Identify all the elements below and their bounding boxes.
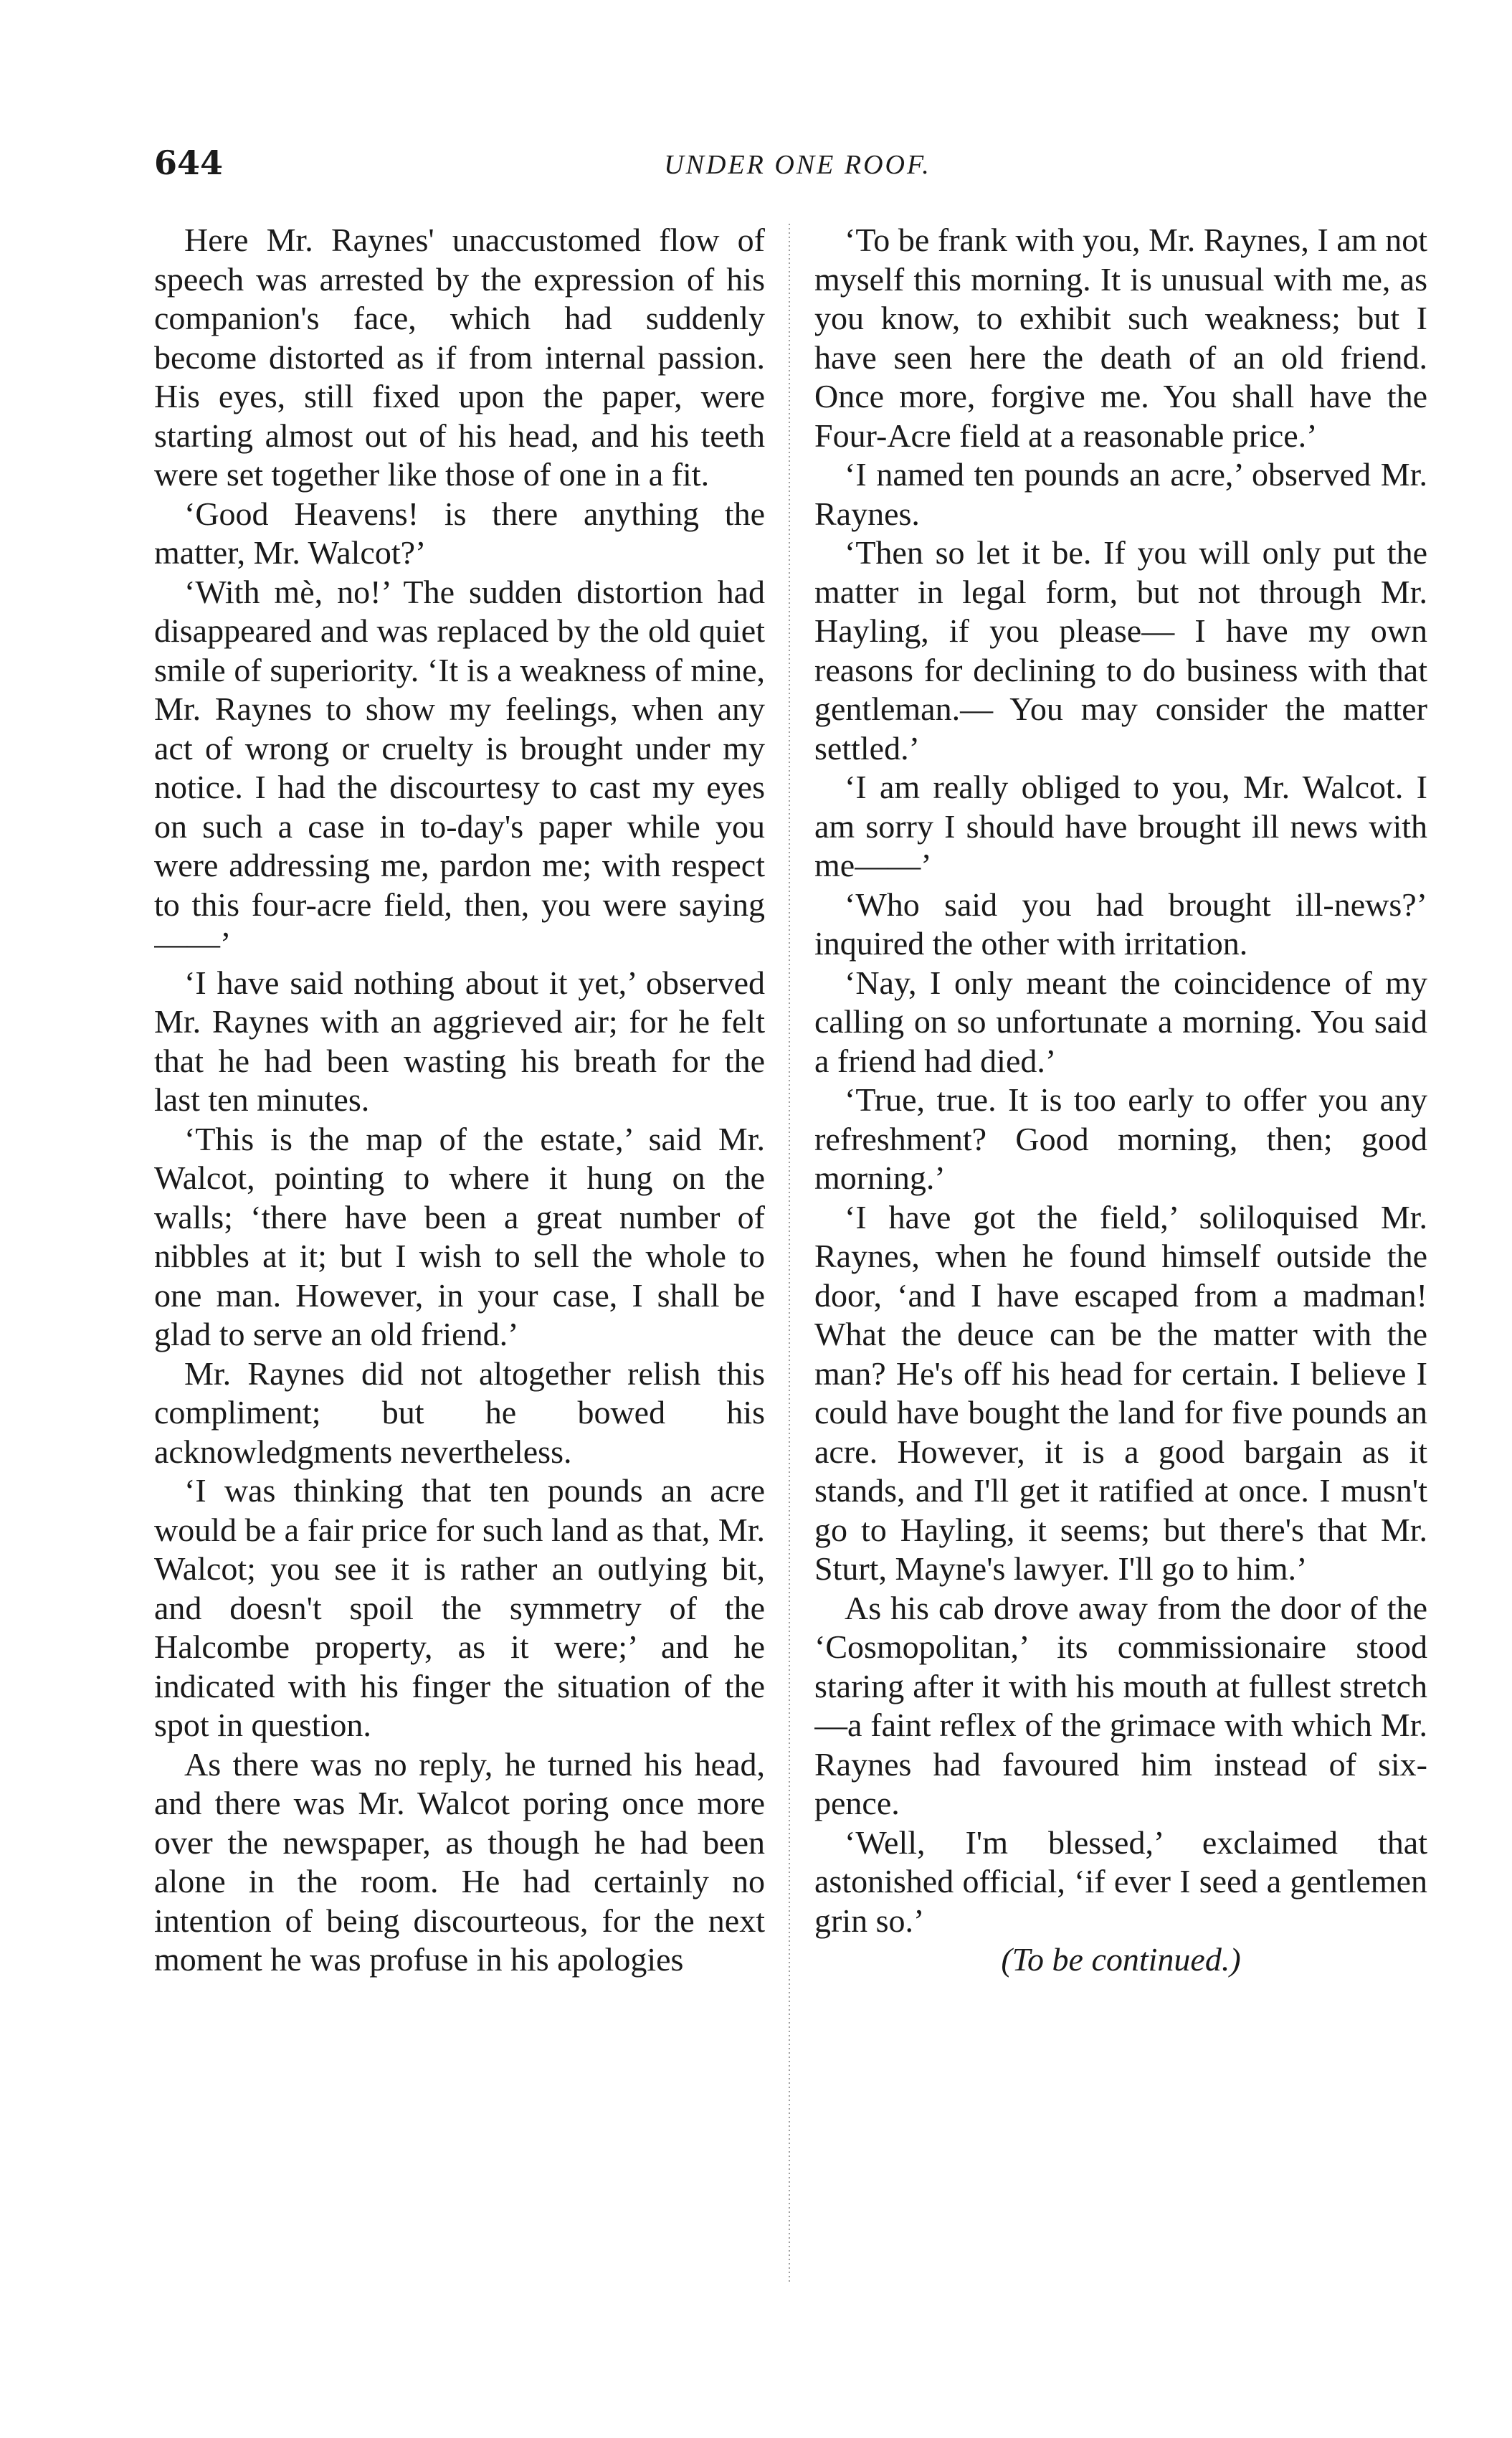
paragraph: ‘I am really obliged to you, Mr. Walcot. I am sorry I should have brought ill news with me——’ xyxy=(814,769,1427,883)
column-divider xyxy=(789,224,790,2282)
page-header xyxy=(154,143,1441,201)
to-be-continued: (To be continued.) xyxy=(1001,1941,1241,1978)
paragraph: ‘Good Heavens! is there anything the matter, Mr. Walcot?’ xyxy=(154,495,765,571)
paragraph: ‘With mè, no!’ The sudden distortion had disappeared and was replaced by the old quiet smile of superiority. ‘It is a weakness of mine, Mr. Raynes to show my feelings, when any act of wrong or cruelty is brought under my notice. I had the discourtesy to cast my eyes on such a case in to-day's paper while you were addressing me, pardon me; with respect to this four-acre field, then, you were saying——’ xyxy=(154,573,765,962)
left-column xyxy=(154,221,765,2286)
paragraph: ‘I have said nothing about it yet,’ observed Mr. Raynes with an aggrieved air; for he felt that he had been wasting his breath for the last ten minutes. xyxy=(154,964,765,1118)
paragraph: ‘To be frank with you, Mr. Raynes, I am not myself this morning. It is unusual with me, as you know, to exhibit such weakness; but I have seen here the death of an old friend. Once more, forgive me. You shall have the Four-Acre field at a reasonable price.’ xyxy=(814,222,1427,454)
paragraph: ‘Well, I'm blessed,’ exclaimed that astonished official, ‘if ever I seed a gentlemen grin so.’ xyxy=(814,1823,1427,1939)
paragraph: ‘I named ten pounds an acre,’ observed Mr. Raynes. xyxy=(814,456,1427,532)
paragraph: As his cab drove away from the door of the ‘Cosmopolitan,’ its commissionaire stood staring after it with his mouth at fullest stretch—a faint reflex of the grimace with which Mr. Raynes had favoured him instead of six-pence. xyxy=(814,1589,1427,1821)
running-title: UNDER ONE ROOF. xyxy=(664,150,931,180)
paragraph: ‘True, true. It is too early to offer you any refreshment? Good morning, then; good morning.’ xyxy=(814,1081,1427,1196)
paragraph: ‘Then so let it be. If you will only put the matter in legal form, but not through Mr. Hayling, if you please— I have my own reasons for declining to do business with that gentleman.— You may consider the matter settled.’ xyxy=(814,534,1427,767)
paragraph: ‘Who said you had brought ill-news?’ inquired the other with irritation. xyxy=(814,886,1427,962)
paragraph: ‘I have got the field,’ soliloquised Mr. Raynes, when he found himself outside the door, ‘and I have escaped from a madman! What the deuce can be the matter with the man? He's off his head for certain. I believe I could have bought the land for five pounds an acre. However, it is a good bargain as it stands, and I'll get it ratified at once. I musn't go to Hayling, it seems; but there's that Mr. Sturt, Mayne's lawyer. I'll go to him.’ xyxy=(814,1198,1427,1587)
paragraph: ‘Nay, I only meant the coincidence of my calling on so unfortunate a morning. You said a friend had died.’ xyxy=(814,964,1427,1079)
paragraph: Mr. Raynes did not altogether relish this compliment; but he bowed his acknowledgments nevertheless. xyxy=(154,1355,765,1470)
right-column xyxy=(814,221,1427,2286)
paragraph: As there was no reply, he turned his head, and there was Mr. Walcot poring once more over the newspaper, as though he had been alone in the room. He had certainly no intention of being discourteous, for the next moment he was profuse in his apologies xyxy=(154,1745,765,1978)
paragraph: Here Mr. Raynes' unaccustomed flow of speech was arrested by the expression of his companion's face, which had suddenly become distorted as if from internal passion. His eyes, still fixed upon the paper, were starting almost out of his head, and his teeth were set together like those of one in a fit. xyxy=(154,222,765,493)
paragraph: ‘I was thinking that ten pounds an acre would be a fair price for such land as that, Mr. Walcot; you see it is rather an outlying bit, and doesn't spoil the symmetry of the Halcombe property, as it were;’ and he indicated with his finger the situation of the spot in question. xyxy=(154,1472,765,1743)
paragraph: ‘This is the map of the estate,’ said Mr. Walcot, pointing to where it hung on the walls; ‘there have been a great number of nibbles at it; but I wish to sell the whole to one man. However, in your case, I shall be glad to serve an old friend.’ xyxy=(154,1120,765,1352)
page-number: 644 xyxy=(154,143,224,182)
